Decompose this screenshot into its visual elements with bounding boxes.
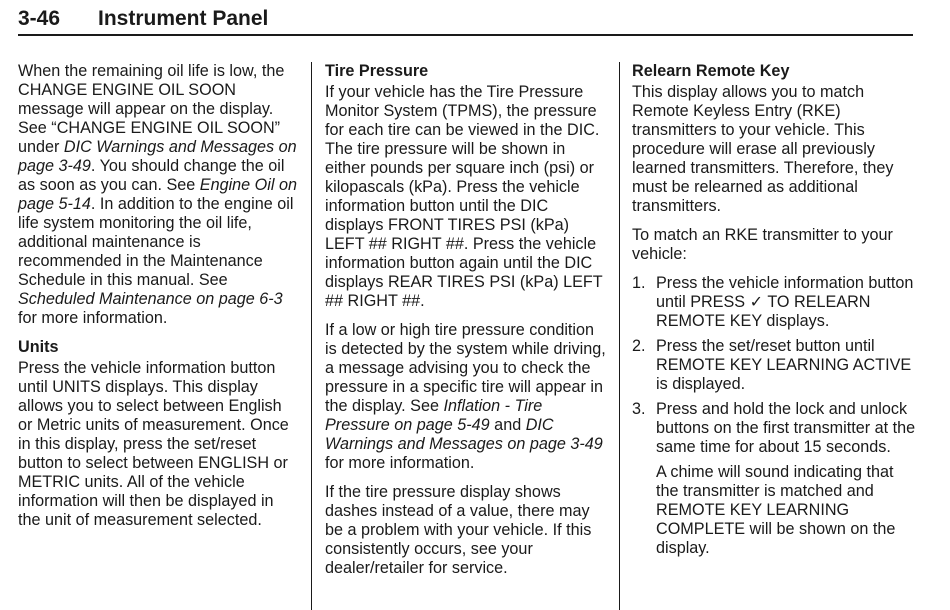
step-text: Press the set/reset button until REMOTE KEY LEARNING ACTIVE is displayed.: [656, 337, 912, 393]
relearn-paragraph-2: To match an RKE transmitter to your vehicle:: [632, 226, 893, 263]
cross-reference-link[interactable]: DIC Warnings and Messages on page 3-49: [325, 416, 603, 453]
page-header: [18, 6, 913, 36]
oil-life-paragraph: When the remaining oil life is low, the CHANGE ENGINE OIL SOON message will appear on the display. See “CHANGE ENGINE OIL SOON” under DIC Warnings and Messages on page 3-49. You should change the oil as soon as you can. See Engine Oil on page 5-14. In addition to the engine oil life system monitoring the oil life, additional maintenance is recommended in the Maintenance Schedule in this manual. See Scheduled Maintenance on page 6-3 for more information.: [18, 62, 297, 327]
step-text: Press the vehicle information button until PRESS ✓ TO RELEARN REMOTE KEY displays.: [656, 274, 914, 330]
tire-pressure-paragraph-2: If a low or high tire pressure condition is detected by the system while driving, a message advising you to check the pressure in a specific tire will appear in the display. See Inflation - Tire Pressure on page 5-49 and DIC Warnings and Messages on page 3-49 for more information.: [325, 321, 606, 472]
column-divider: [311, 62, 312, 610]
step-text: Press and hold the lock and unlock buttons on the first transmitter at the same time for about 15 seconds.: [656, 400, 916, 456]
units-paragraph: Press the vehicle information button until UNITS displays. This display allows you to select between English or Metric units of measurement. Once in this display, press the set/reset button to select between ENGLISH or METRIC units. All of the vehicle information will then be displayed in the unit of measurement selected.: [18, 359, 289, 529]
relearn-paragraph-1: This display allows you to match Remote Keyless Entry (RKE) transmitters to your vehicle. This procedure will erase all previously learned transmitters. Therefore, they must be relearned as additional transmitters.: [632, 83, 894, 215]
cross-reference-link[interactable]: Engine Oil on page 5-14: [18, 176, 297, 213]
cross-reference-link[interactable]: Inflation - Tire Pressure on page 5-49: [325, 397, 543, 434]
column-middle: [325, 62, 610, 588]
list-item: [632, 337, 917, 394]
column-left: [18, 62, 298, 540]
step-number: 3.: [632, 400, 646, 418]
page-number: 3-46: [18, 7, 61, 30]
column-right: [632, 62, 917, 558]
list-item: [632, 274, 917, 331]
step-number: 1.: [632, 274, 646, 292]
column-divider: [619, 62, 620, 610]
relearn-remote-key-heading: Relearn Remote Key: [632, 62, 790, 80]
tire-pressure-paragraph-1: If your vehicle has the Tire Pressure Monitor System (TPMS), the pressure for each tire can be viewed in the DIC. The tire pressure will be shown in either pounds per square inch (psi) or kilopascals (kPa). Press the vehicle information button until the DIC displays FRONT TIRES PSI (kPa) LEFT ## RIGHT ##. Press the vehicle information button again until the DIC displays REAR TIRES PSI (kPa) LEFT ## RIGHT ##.: [325, 83, 603, 310]
units-heading: Units: [18, 338, 59, 356]
tire-pressure-heading: Tire Pressure: [325, 62, 429, 80]
page-title: Instrument Panel: [98, 7, 269, 30]
tire-pressure-paragraph-3: If the tire pressure display shows dashes instead of a value, there may be a problem with your vehicle. If this consistently occurs, see your dealer/retailer for service.: [325, 483, 592, 577]
list-item: [632, 400, 917, 457]
step-note: A chime will sound indicating that the transmitter is matched and REMOTE KEY LEARNING COMPLETE will be shown on the display.: [656, 463, 896, 557]
step-number: 2.: [632, 337, 646, 355]
cross-reference-link[interactable]: Scheduled Maintenance on page 6-3: [18, 290, 283, 308]
relearn-steps-list: [632, 274, 917, 457]
cross-reference-link[interactable]: DIC Warnings and Messages on page 3-49: [18, 138, 297, 175]
